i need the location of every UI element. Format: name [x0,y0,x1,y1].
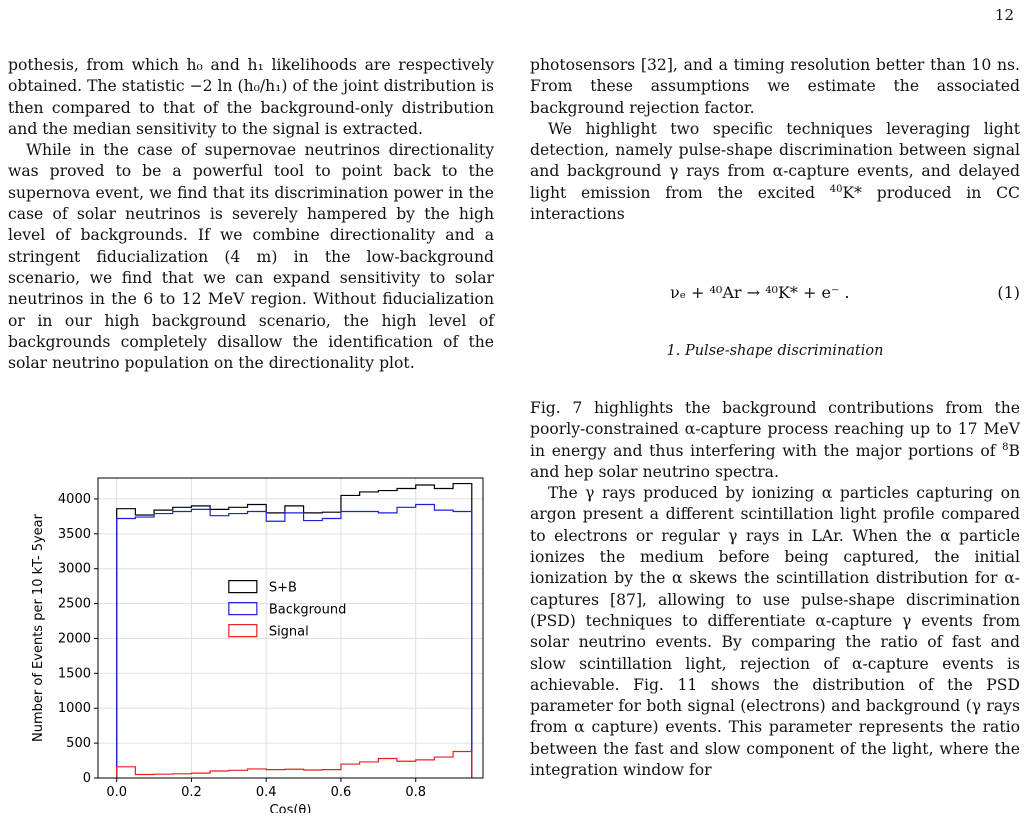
left-column [8,55,494,374]
right-paragraph-3 [530,398,1020,483]
legend-swatch [229,603,257,615]
y-tick-label: 3500 [57,526,91,542]
isotope-mass-40: 40 [829,183,843,195]
x-tick-label: 0.6 [330,785,352,800]
left-paragraph-2: While in the case of supernovae neutrinos directionality was proved to be a powerful tool to point back to the supernova event, we find that its discrimination power in the case of solar neutrinos is severely hampered by the high level of backgrounds. If we combine directionality and a stringent fiducialization (4 m) in the low-background scenario, we find that we can expand sensitivity to solar neutrinos in the 6 to 12 MeV region. Without fiducialization or in our high background scenario, the high level of backgrounds completely disallow the identification of the solar neutrino population on the directionality plot. [8,141,494,373]
x-tick-label: 0.4 [255,785,277,800]
right-paragraph-1: photosensors [32], and a timing resolution better than 10 ns. From these assumptions we estimate the associated background rejection factor. [530,56,1020,117]
y-tick-label: 500 [66,736,91,752]
right-column-bottom [530,398,1020,781]
series-background-line [117,505,472,778]
legend-label: Signal [268,624,309,640]
y-tick-label: 4000 [57,491,91,507]
y-tick-label: 0 [82,771,91,786]
x-axis-label: Cos(θ) [269,803,312,813]
legend [229,581,347,640]
series-signal-line [117,751,472,778]
equation-1 [530,283,1020,307]
y-tick-label: 1500 [57,666,91,682]
y-tick-label: 1000 [57,701,91,717]
right-paragraph-2-a: We highlight two specific techniques leveraging light detection, namely pulse-shape discrimination between signal and background γ rays from α-capture events, and delayed light emission from the excited [530,119,1020,202]
legend-swatch [229,581,257,593]
y-axis-label: Number of Events per 10 kT- 5year [31,514,46,742]
right-paragraph-2-b: K* produced in CC interactions [530,183,1020,224]
y-tick-label: 2500 [57,596,91,612]
left-paragraph-1: pothesis, from which h₀ and h₁ likelihoods are respectively obtained. The statistic −2 ln (h₀/h₁) of the joint distribution is then compared to that of the background-only distribution and the median sensitivity to the signal is extracted. [8,56,494,138]
y-tick-label: 2000 [57,631,91,647]
isotope-mass-8: 8 [1002,441,1009,453]
right-column-top [530,55,1020,225]
x-tick-label: 0.0 [106,785,128,800]
legend-label: S+B [268,580,297,596]
right-paragraph-3-a: Fig. 7 highlights the background contributions from the poorly-constrained α-capture process reaching up to 17 MeV in energy and thus interfering with the major portions of [530,399,1020,460]
equation-number: (1) [997,283,1020,302]
x-ticks [106,778,426,800]
y-tick-label: 3000 [57,561,91,577]
legend-swatch [229,625,257,637]
page-number: 12 [994,6,1014,24]
x-tick-label: 0.8 [405,785,427,800]
y-ticks [58,492,98,786]
legend-label: Background [268,602,347,618]
equation-body: νₑ + ⁴⁰Ar → ⁴⁰K* + e⁻ . [670,283,850,302]
histogram-svg [30,470,490,813]
subsection-heading: 1. Pulse-shape discrimination [666,343,884,359]
right-paragraph-2 [530,119,1020,225]
right-paragraph-3-b: B and hep solar neutrino spectra. [530,441,1020,481]
x-tick-label: 0.2 [181,785,202,800]
right-paragraph-4: The γ rays produced by ionizing α particles capturing on argon present a different scintillation light profile compared to electrons or regular γ rays in LAr. When the α particle ionizes the medium before being captured, the initial ionization by the α skews the scintillation distribution for α-captures [87], allowing to use pulse-shape discrimination (PSD) techniques to differentiate α-capture γ events from solar neutrino events. By comparing the ratio of fast and slow scintillation light, rejection of α-capture events is achievable. Fig. 11 shows the distribution of the PSD parameter for both signal (electrons) and background (γ rays from α capture) events. This parameter represents the ratio between the fast and slow component of the light, where the integration window for [530,484,1020,780]
directionality-histogram [30,470,490,813]
